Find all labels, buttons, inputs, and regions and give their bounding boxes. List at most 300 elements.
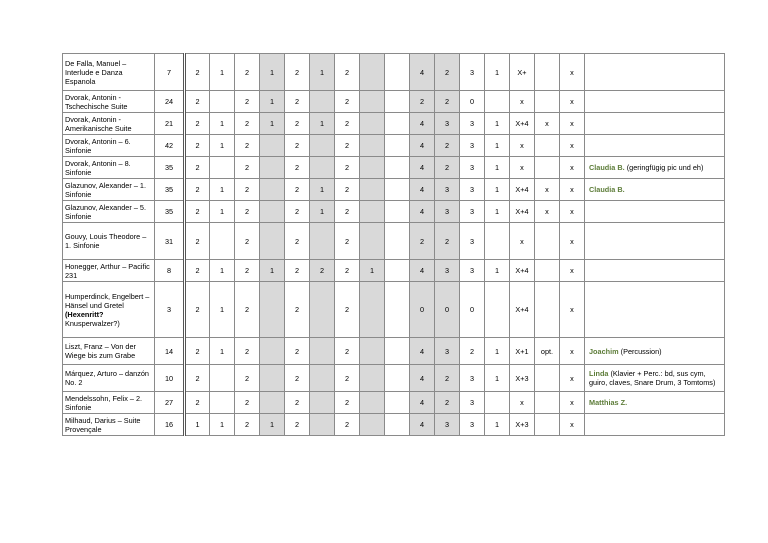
instrument-cell	[385, 179, 410, 201]
work-title: Márquez, Arturo – danzón No. 2	[65, 369, 149, 387]
instrument-cell: x	[560, 365, 585, 392]
assigned-person: Linda	[589, 369, 609, 378]
instrument-cell: x	[560, 135, 585, 157]
instrument-cell: 2	[235, 282, 260, 338]
instrument-cell: 2	[335, 223, 360, 260]
instrument-cell: 2	[185, 91, 210, 113]
orchestration-table	[62, 53, 725, 436]
instrument-cell: 2	[185, 135, 210, 157]
instrument-cell: 2	[335, 338, 360, 365]
instrument-cell: 1	[310, 201, 335, 223]
assigned-person: Joachim	[589, 346, 619, 356]
instrument-cell: 2	[185, 282, 210, 338]
instrument-cell: 3	[435, 414, 460, 436]
instrument-cell	[360, 135, 385, 157]
assignment-note: (Percussion)	[620, 346, 662, 356]
instrument-cell	[535, 223, 560, 260]
instrument-cell: 1	[260, 113, 285, 135]
instrument-cell: 2	[285, 392, 310, 414]
work-title-cell	[63, 414, 155, 436]
instrument-cell: 0	[410, 282, 435, 338]
assignment-cell	[585, 260, 725, 282]
instrument-cell: 0	[460, 91, 485, 113]
instrument-cell	[310, 338, 335, 365]
assignment-note: (Klavier + Perc.: bd, sus cym, guiro, claves, Snare Drum, 3 Tomtoms)	[589, 369, 716, 387]
instrument-cell: 2	[460, 338, 485, 365]
instrument-cell	[385, 338, 410, 365]
instrument-cell	[310, 392, 335, 414]
count-cell: 35	[155, 201, 185, 223]
instrument-cell	[360, 54, 385, 91]
instrument-cell: x	[510, 392, 535, 414]
instrument-cell: 2	[335, 392, 360, 414]
instrument-cell: 2	[285, 135, 310, 157]
work-title-cell	[63, 91, 155, 113]
instrument-cell	[385, 201, 410, 223]
instrument-cell: 1	[485, 260, 510, 282]
instrument-cell: 1	[210, 282, 235, 338]
instrument-cell: 2	[235, 91, 260, 113]
table-row	[63, 54, 725, 91]
instrument-cell: 1	[210, 201, 235, 223]
instrument-cell: 2	[285, 113, 310, 135]
instrument-cell: 2	[185, 338, 210, 365]
instrument-cell: x	[560, 157, 585, 179]
instrument-cell: 2	[335, 260, 360, 282]
count-cell: 35	[155, 179, 185, 201]
instrument-cell: 3	[435, 113, 460, 135]
work-title: Dvorak, Antonin - Tschechische Suite	[65, 92, 128, 111]
instrument-cell: x	[560, 414, 585, 436]
instrument-cell	[535, 260, 560, 282]
instrument-cell	[385, 135, 410, 157]
work-title-cell	[63, 54, 155, 91]
instrument-cell: 3	[460, 135, 485, 157]
instrument-cell: 2	[235, 157, 260, 179]
instrument-cell: X+4	[510, 201, 535, 223]
instrument-cell: 2	[335, 135, 360, 157]
instrument-cell: 2	[235, 338, 260, 365]
work-subtitle-tail: Knusperwalzer?)	[65, 318, 120, 328]
instrument-cell: 2	[435, 91, 460, 113]
instrument-cell: 2	[185, 260, 210, 282]
instrument-cell	[385, 113, 410, 135]
instrument-cell: 1	[485, 365, 510, 392]
assignment-cell	[585, 223, 725, 260]
instrument-cell	[360, 113, 385, 135]
instrument-cell: 2	[185, 223, 210, 260]
instrument-cell	[485, 223, 510, 260]
instrument-cell	[210, 365, 235, 392]
instrument-cell: 2	[285, 260, 310, 282]
instrument-cell: 1	[485, 135, 510, 157]
instrument-cell	[385, 282, 410, 338]
assignment-cell	[585, 338, 725, 365]
instrument-cell: 1	[260, 260, 285, 282]
instrument-cell: 3	[460, 113, 485, 135]
instrument-cell: 2	[285, 338, 310, 365]
instrument-cell: 2	[435, 223, 460, 260]
work-title-cell	[63, 179, 155, 201]
instrument-cell: 2	[185, 179, 210, 201]
instrument-cell: X+4	[510, 113, 535, 135]
instrument-cell: 2	[285, 223, 310, 260]
instrument-cell: 2	[335, 113, 360, 135]
instrument-cell	[360, 392, 385, 414]
instrument-cell	[385, 260, 410, 282]
instrument-cell: 2	[335, 179, 360, 201]
assignment-cell	[585, 157, 725, 179]
count-cell: 14	[155, 338, 185, 365]
instrument-cell: 2	[335, 54, 360, 91]
instrument-cell	[260, 365, 285, 392]
table-row	[63, 179, 725, 201]
count-cell: 31	[155, 223, 185, 260]
instrument-cell	[535, 392, 560, 414]
instrument-cell: 2	[235, 365, 260, 392]
assignment-cell	[585, 113, 725, 135]
instrument-cell	[535, 365, 560, 392]
instrument-cell: 2	[185, 113, 210, 135]
instrument-cell: 3	[435, 179, 460, 201]
instrument-cell	[260, 223, 285, 260]
table-row	[63, 365, 725, 392]
instrument-cell: 2	[335, 414, 360, 436]
instrument-cell	[310, 223, 335, 260]
work-title: Glazunov, Alexander – 1. Sinfonie	[65, 180, 146, 199]
assigned-person: Matthias Z.	[589, 398, 628, 407]
work-title-cell	[63, 282, 155, 338]
instrument-cell: 1	[485, 179, 510, 201]
table-row	[63, 338, 725, 365]
instrument-cell	[310, 365, 335, 392]
work-title: Dvorak, Antonin – 6. Sinfonie	[65, 136, 131, 155]
instrument-cell: 2	[285, 414, 310, 436]
instrument-cell: x	[510, 157, 535, 179]
instrument-cell: 1	[210, 260, 235, 282]
table-row	[63, 260, 725, 282]
instrument-cell	[210, 223, 235, 260]
instrument-cell: 1	[210, 113, 235, 135]
instrument-cell	[360, 157, 385, 179]
assignment-cell	[585, 282, 725, 338]
instrument-cell: 3	[435, 260, 460, 282]
instrument-cell: 2	[235, 135, 260, 157]
instrument-cell: X+4	[510, 260, 535, 282]
instrument-cell: x	[560, 282, 585, 338]
instrument-cell	[360, 338, 385, 365]
instrument-cell	[260, 135, 285, 157]
instrument-cell	[310, 157, 335, 179]
table-row	[63, 392, 725, 414]
instrument-cell: 2	[185, 54, 210, 91]
instrument-cell: 2	[410, 223, 435, 260]
instrument-cell: 3	[460, 414, 485, 436]
instrument-cell	[385, 392, 410, 414]
table-row	[63, 201, 725, 223]
instrument-cell: 2	[285, 282, 310, 338]
instrument-cell: 1	[360, 260, 385, 282]
instrument-cell: 1	[485, 113, 510, 135]
instrument-cell	[260, 179, 285, 201]
instrument-cell: 1	[260, 54, 285, 91]
instrument-cell: 3	[460, 179, 485, 201]
instrument-cell: 3	[435, 201, 460, 223]
instrument-cell: 2	[285, 201, 310, 223]
instrument-cell	[310, 282, 335, 338]
instrument-cell	[210, 392, 235, 414]
work-title: Honegger, Arthur – Pacific 231	[65, 261, 150, 280]
instrument-cell	[310, 135, 335, 157]
work-title: Mendelssohn, Felix – 2. Sinfonie	[65, 393, 143, 412]
instrument-cell: x	[560, 54, 585, 91]
instrument-cell: X+4	[510, 179, 535, 201]
instrument-cell: 2	[235, 201, 260, 223]
instrument-cell: 1	[485, 201, 510, 223]
assigned-person: Claudia B.	[589, 163, 625, 172]
assignment-cell	[585, 54, 725, 91]
instrument-cell: 3	[460, 260, 485, 282]
instrument-cell: x	[560, 113, 585, 135]
count-cell: 27	[155, 392, 185, 414]
work-title-cell	[63, 338, 155, 365]
instrument-cell: 3	[460, 392, 485, 414]
instrument-cell: 3	[460, 201, 485, 223]
assignment-note: (geringfügig pic und eh)	[626, 163, 704, 172]
instrument-cell: 2	[335, 157, 360, 179]
instrument-cell: opt.	[535, 338, 560, 365]
instrument-cell: 2	[285, 91, 310, 113]
instrument-cell	[260, 338, 285, 365]
work-title-cell	[63, 365, 155, 392]
instrument-cell: 2	[435, 135, 460, 157]
instrument-cell: x	[510, 223, 535, 260]
instrument-cell: 4	[410, 338, 435, 365]
instrument-cell	[260, 282, 285, 338]
instrument-cell: 2	[185, 392, 210, 414]
instrument-cell: x	[535, 201, 560, 223]
instrument-cell: 1	[485, 54, 510, 91]
instrument-cell: 2	[335, 365, 360, 392]
instrument-cell	[485, 392, 510, 414]
instrument-cell: 1	[260, 414, 285, 436]
assignment-cell	[585, 392, 725, 414]
assignment-cell	[585, 201, 725, 223]
instrument-cell: 2	[310, 260, 335, 282]
instrument-cell: x	[560, 223, 585, 260]
instrument-cell: 2	[185, 157, 210, 179]
instrument-cell: 2	[435, 365, 460, 392]
instrument-cell	[360, 365, 385, 392]
instrument-cell	[535, 135, 560, 157]
count-cell: 8	[155, 260, 185, 282]
work-subtitle: (Hexenritt?	[65, 309, 104, 319]
instrument-cell: 2	[235, 179, 260, 201]
instrument-cell: X+3	[510, 414, 535, 436]
instrument-cell	[385, 54, 410, 91]
work-title-cell	[63, 135, 155, 157]
instrument-cell: x	[510, 91, 535, 113]
table-row	[63, 414, 725, 436]
instrument-cell: X+4	[510, 282, 535, 338]
instrument-cell	[385, 157, 410, 179]
instrument-cell: 4	[410, 157, 435, 179]
instrument-cell: 2	[335, 282, 360, 338]
assignment-cell	[585, 414, 725, 436]
instrument-cell	[385, 91, 410, 113]
instrument-cell: 2	[435, 392, 460, 414]
count-cell: 7	[155, 54, 185, 91]
instrument-cell: 2	[235, 260, 260, 282]
instrument-cell	[260, 157, 285, 179]
instrument-cell: 4	[410, 365, 435, 392]
instrument-cell	[535, 157, 560, 179]
table-row	[63, 135, 725, 157]
instrument-cell: x	[535, 113, 560, 135]
instrument-cell: 4	[410, 113, 435, 135]
instrument-cell: 3	[460, 157, 485, 179]
table-row	[63, 91, 725, 113]
work-title: Glazunov, Alexander – 5. Sinfonie	[65, 202, 146, 221]
count-cell: 24	[155, 91, 185, 113]
instrument-cell	[385, 223, 410, 260]
instrument-cell: 4	[410, 392, 435, 414]
instrument-cell: 2	[410, 91, 435, 113]
instrument-cell: 2	[285, 54, 310, 91]
instrument-cell: x	[560, 338, 585, 365]
instrument-cell	[210, 91, 235, 113]
instrument-cell: X+	[510, 54, 535, 91]
instrument-cell	[485, 91, 510, 113]
instrument-cell: 2	[285, 179, 310, 201]
instrument-cell: 1	[485, 338, 510, 365]
instrument-cell: 1	[485, 157, 510, 179]
instrument-cell: x	[535, 179, 560, 201]
work-title: Dvorak, Antonin – 8. Sinfonie	[65, 158, 131, 177]
instrument-cell: 3	[460, 54, 485, 91]
instrument-cell: 2	[185, 365, 210, 392]
instrument-cell: x	[560, 201, 585, 223]
instrument-cell: 1	[210, 54, 235, 91]
instrument-cell: 2	[335, 201, 360, 223]
instrument-cell: 2	[235, 54, 260, 91]
instrument-cell: 3	[460, 223, 485, 260]
instrument-cell: 4	[410, 179, 435, 201]
assignment-cell	[585, 91, 725, 113]
instrument-cell	[360, 91, 385, 113]
instrument-cell: 1	[485, 414, 510, 436]
table-row	[63, 282, 725, 338]
instrument-cell: 2	[285, 365, 310, 392]
instrument-cell	[535, 91, 560, 113]
instrument-cell: 4	[410, 135, 435, 157]
instrument-cell: 1	[210, 179, 235, 201]
count-cell: 10	[155, 365, 185, 392]
instrument-cell: 2	[235, 223, 260, 260]
instrument-cell: 1	[310, 113, 335, 135]
work-title: De Falla, Manuel – Interlude e Danza Espanola	[65, 58, 127, 86]
count-cell: 35	[155, 157, 185, 179]
instrument-cell: 4	[410, 414, 435, 436]
instrument-cell: 2	[335, 91, 360, 113]
instrument-cell	[360, 414, 385, 436]
work-title-cell	[63, 223, 155, 260]
assignment-cell	[585, 179, 725, 201]
instrument-cell	[535, 54, 560, 91]
count-cell: 42	[155, 135, 185, 157]
instrument-cell	[210, 157, 235, 179]
table-row	[63, 113, 725, 135]
instrument-cell: 4	[410, 54, 435, 91]
instrument-cell: 1	[210, 338, 235, 365]
instrument-cell: x	[560, 392, 585, 414]
instrument-cell: 1	[210, 135, 235, 157]
instrument-cell: x	[560, 260, 585, 282]
work-title: Milhaud, Darius – Suite Provençale	[65, 415, 141, 434]
instrument-cell	[360, 223, 385, 260]
table-row	[63, 157, 725, 179]
instrument-cell: 2	[435, 157, 460, 179]
instrument-cell	[485, 282, 510, 338]
instrument-cell	[360, 282, 385, 338]
instrument-cell: X+1	[510, 338, 535, 365]
instrument-cell: 2	[235, 414, 260, 436]
assignment-cell	[585, 135, 725, 157]
table-row	[63, 223, 725, 260]
table-body	[63, 54, 725, 436]
instrument-cell: 2	[285, 157, 310, 179]
work-title-cell	[63, 392, 155, 414]
assigned-person: Claudia B.	[589, 185, 625, 194]
instrument-cell: 2	[235, 392, 260, 414]
instrument-cell	[310, 91, 335, 113]
work-title: Liszt, Franz – Von der Wiege bis zum Grabe	[65, 342, 136, 360]
work-title: Humperdinck, Engelbert – Hänsel und Gretel	[65, 291, 150, 310]
instrument-cell: 0	[460, 282, 485, 338]
work-title-cell	[63, 113, 155, 135]
instrument-cell: 2	[185, 201, 210, 223]
work-title-cell	[63, 201, 155, 223]
work-title: Gouvy, Louis Theodore – 1. Sinfonie	[65, 232, 147, 250]
instrument-cell: X+3	[510, 365, 535, 392]
instrument-cell: 3	[460, 365, 485, 392]
instrument-cell	[360, 201, 385, 223]
instrument-cell: 2	[235, 113, 260, 135]
count-cell: 21	[155, 113, 185, 135]
instrument-cell: 1	[310, 54, 335, 91]
instrument-cell: x	[510, 135, 535, 157]
instrument-cell: x	[560, 179, 585, 201]
instrument-cell: x	[560, 91, 585, 113]
assignment-cell	[585, 365, 725, 392]
instrument-cell	[260, 201, 285, 223]
instrument-cell	[385, 365, 410, 392]
instrument-cell: 2	[435, 54, 460, 91]
instrument-cell: 1	[310, 179, 335, 201]
instrument-cell: 3	[435, 338, 460, 365]
instrument-cell	[385, 414, 410, 436]
instrument-cell	[535, 414, 560, 436]
work-title: Dvorak, Antonin - Amerikanische Suite	[65, 114, 132, 133]
work-title-cell	[63, 260, 155, 282]
instrument-cell	[360, 179, 385, 201]
instrument-cell	[535, 282, 560, 338]
instrument-cell: 1	[185, 414, 210, 436]
instrument-cell: 0	[435, 282, 460, 338]
instrument-cell: 4	[410, 201, 435, 223]
instrument-cell: 4	[410, 260, 435, 282]
instrument-cell	[310, 414, 335, 436]
